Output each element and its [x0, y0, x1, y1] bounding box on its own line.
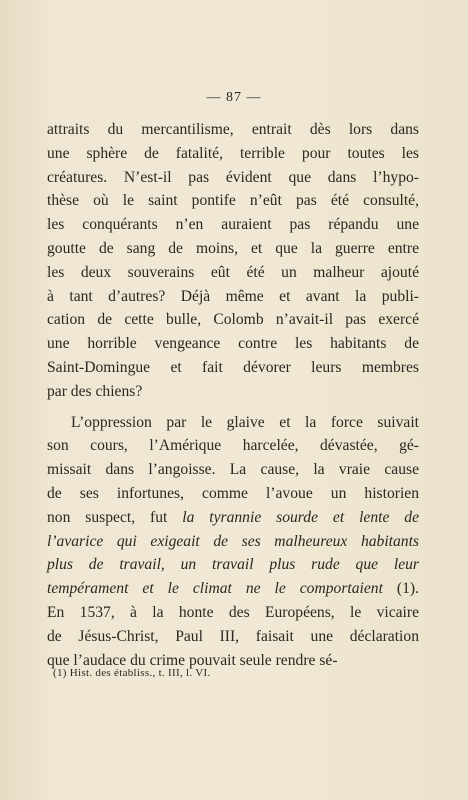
text-segment: par des chiens?: [47, 382, 143, 400]
text-segment: goutte de sang de moins, et que la guerre entre: [47, 239, 419, 257]
text-line: [47, 332, 419, 356]
text-line: [47, 237, 419, 261]
text-segment: créatures. N’est-il pas évident que dans l’hypo-: [47, 168, 419, 186]
text-line: [47, 166, 419, 190]
text-segment: non suspect, fut: [47, 508, 183, 526]
text-line: [47, 553, 419, 577]
text-line: [47, 380, 419, 404]
footnote: (1) Hist. des établiss., t. III, l. VI.: [53, 667, 211, 679]
italic-quote: plus de travail, un travail plus rude que leur: [47, 556, 419, 574]
text-segment: de ses infortunes, comme l’avoue un historien: [47, 484, 419, 502]
text-segment: de Jésus-Christ, Paul III, faisait une déclaration: [47, 627, 419, 645]
page-number: — 87 —: [206, 90, 262, 105]
text-line: [47, 213, 419, 237]
text-line: [47, 411, 419, 435]
text-segment: thèse où le saint pontife n’eût pas été consulté,: [47, 192, 419, 210]
text-line: [47, 506, 419, 530]
text-segment: à tant d’autres? Déjà même et avant la publi-: [47, 287, 419, 305]
text-line: [47, 625, 419, 649]
text-segment: les conquérants n’en auraient pas répandu une: [47, 216, 419, 234]
paragraph: [47, 411, 419, 673]
body-text: [47, 118, 419, 672]
text-line: [47, 601, 419, 625]
text-segment: (1).: [382, 580, 419, 598]
text-segment: cation de cette bulle, Colomb n’avait-il pas exercé: [47, 311, 419, 329]
text-line: [47, 308, 419, 332]
italic-quote: la tyrannie sourde et lente de: [182, 508, 419, 526]
text-line: [47, 356, 419, 380]
text-line: [47, 189, 419, 213]
text-line: [47, 261, 419, 285]
text-segment: L’oppression par le glaive et la force suivait: [71, 413, 419, 431]
paragraph: [47, 118, 419, 404]
text-line: [47, 118, 419, 142]
text-line: [47, 577, 419, 601]
text-segment: En 1537, à la honte des Européens, le vicaire: [47, 603, 419, 621]
text-line: [47, 458, 419, 482]
text-line: [47, 482, 419, 506]
text-segment: Saint-Domingue et fait dévorer leurs membres: [47, 358, 419, 376]
italic-quote: l’avarice qui exigeait de ses malheureux habitants: [47, 532, 419, 550]
text-line: [47, 285, 419, 309]
text-segment: attraits du mercantilisme, entrait dès lors dans: [47, 121, 419, 138]
italic-quote: tempérament et le climat ne le comportaient: [47, 580, 383, 598]
text-line: [47, 530, 419, 554]
paragraph-gap: [47, 404, 419, 411]
text-segment: les deux souverains eût été un malheur ajouté: [47, 263, 419, 281]
text-segment: missait dans l’angoisse. La cause, la vraie cause: [47, 461, 419, 479]
text-segment: une horrible vengeance contre les habitants de: [47, 335, 419, 353]
text-segment: son cours, l’Amérique harcelée, dévastée, gé-: [47, 437, 419, 455]
text-line: [47, 142, 419, 166]
text-line: [47, 434, 419, 458]
text-segment: que l’audace du crime pouvait seule rendre sé-: [47, 651, 338, 669]
text-segment: une sphère de fatalité, terrible pour toutes les: [47, 144, 419, 162]
